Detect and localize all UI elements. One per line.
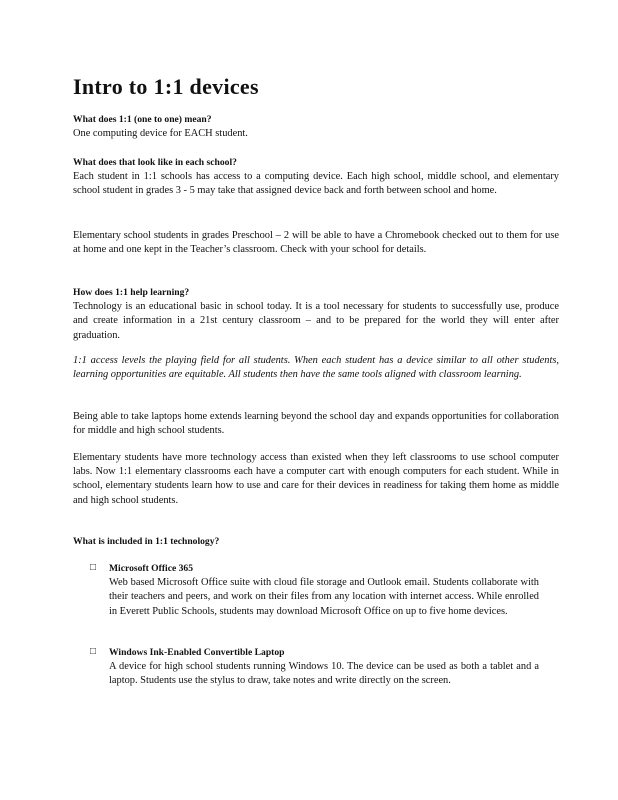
section-look-in-school: [73, 156, 559, 199]
section-help-learning: [73, 286, 559, 343]
question-heading: What is included in 1:1 technology?: [73, 536, 220, 547]
checkbox-bullet-icon: □: [90, 646, 97, 657]
section-take-home: [73, 410, 559, 438]
section-elementary-access: [73, 451, 559, 508]
list-item: [109, 562, 539, 619]
paragraph: Elementary school students in grades Preschool – 2 will be able to have a Chromebook checked out to them for use at home and one kept in the Teacher’s classroom. Check with your school for details.: [73, 230, 559, 256]
list-item-text: A device for high school students running Windows 10. The device can be used as both a tablet and a laptop. Students use the stylus to draw, take notes and write directly on the screen.: [109, 661, 539, 687]
question-heading: What does 1:1 (one to one) mean?: [73, 114, 212, 125]
paragraph: Each student in 1:1 schools has access to a computing device. Each high school, middle school, and elementary school student in grades 3 - 5 may take that assigned device back and forth between school and home.: [73, 171, 559, 197]
page-title: Intro to 1:1 devices: [73, 74, 259, 99]
list-item: [109, 646, 539, 689]
paragraph: Being able to take laptops home extends learning beyond the school day and expands opportunities for collaboration for middle and high school students.: [73, 411, 559, 437]
list-item-text: Web based Microsoft Office suite with cloud file storage and Outlook email. Students collaborate with their teachers and peers, and work on their files from any location with internet access. While enrolled in Everett Public Schools, students may download Microsoft Office on up to five home devices.: [109, 577, 539, 617]
checkbox-bullet-icon: □: [90, 562, 97, 573]
section-included: [73, 535, 559, 549]
paragraph: Elementary students have more technology access than existed when they left classrooms to use school computer labs. Now 1:1 elementary classrooms each have a computer cart with enough computers for each student. While in school, elementary students learn how to use and care for their devices in readiness for taking them home as middle and high school students.: [73, 452, 559, 506]
section-elementary-chromebook: [73, 229, 559, 257]
question-heading: How does 1:1 help learning?: [73, 287, 190, 298]
section-one-to-one-meaning: [73, 113, 559, 141]
answer-text: One computing device for EACH student.: [73, 128, 248, 140]
question-heading: What does that look like in each school?: [73, 157, 237, 168]
paragraph: Technology is an educational basic in school today. It is a tool necessary for students to successfully use, produce and create information in a 21st century classroom – and to be prepared for the world they will enter after graduation.: [73, 301, 559, 341]
list-item-heading: Windows Ink-Enabled Convertible Laptop: [109, 647, 285, 658]
section-equity: [73, 354, 559, 382]
list-item-heading: Microsoft Office 365: [109, 563, 194, 574]
italic-paragraph: 1:1 access levels the playing field for all students. When each student has a device similar to all other students, learning opportunities are equitable. All students then have the same tools aligned with classroom learning.: [73, 355, 559, 381]
